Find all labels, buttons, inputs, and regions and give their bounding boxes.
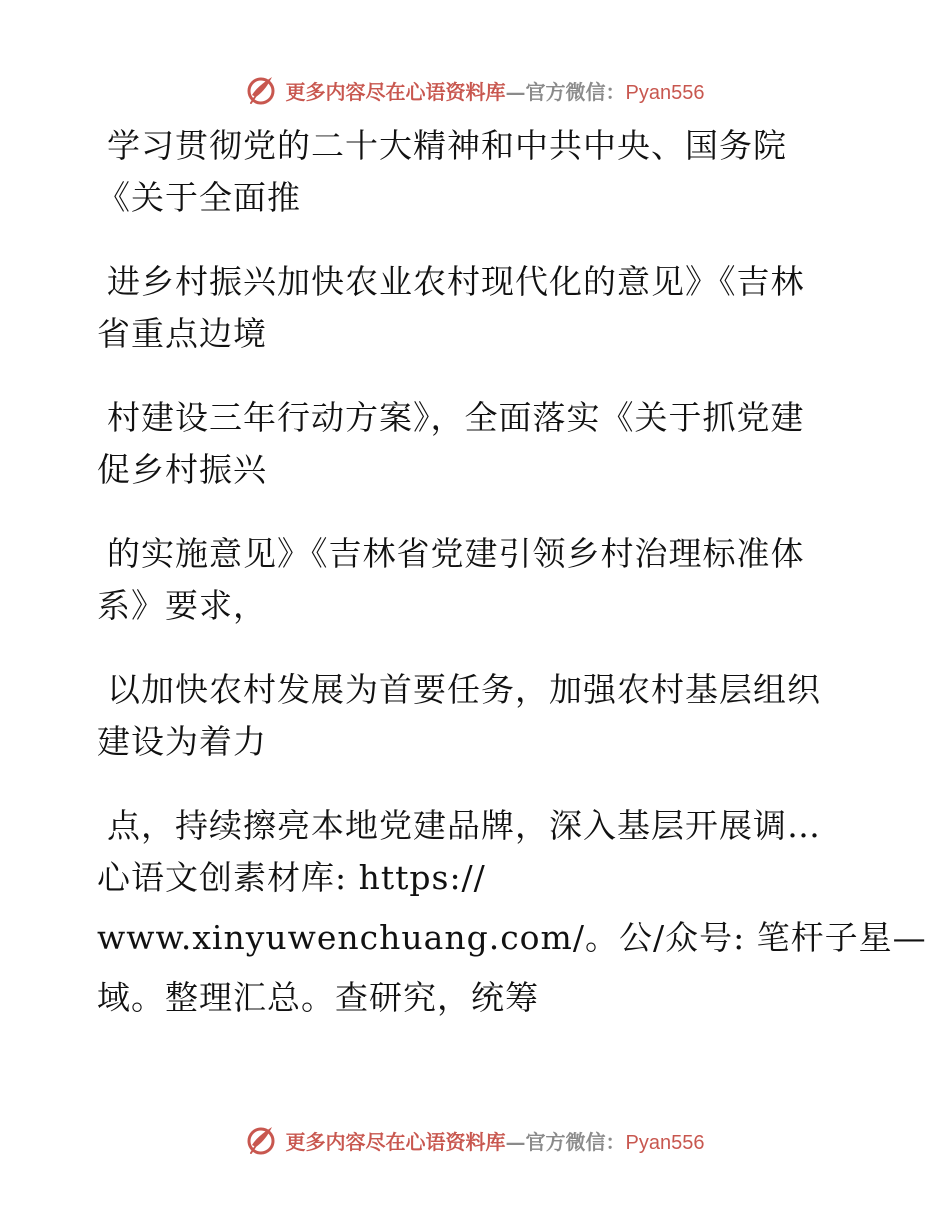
header-banner-text <box>286 76 705 105</box>
footer-banner <box>0 1120 950 1160</box>
quill-pen-logo-icon <box>246 73 280 107</box>
paragraph-5-line-1: 以加快农村发展为首要任务，加强农村基层组织 <box>107 670 821 709</box>
paragraph-6-line-3: www.xinyuwenchuang.com/。公/众号: 笔杆子星— <box>97 918 927 957</box>
footer-banner-main: 更多内容尽在心语资料库 <box>285 1129 506 1154</box>
paragraph-2-line-1: 进乡村振兴加快农业农村现代化的意见》《吉林 <box>107 262 805 301</box>
paragraph-1-line-1: 学习贯彻党的二十大精神和中共中央、国务院 <box>107 126 787 165</box>
paragraph-1-line-2: 《关于全面推 <box>97 178 301 217</box>
paragraph-2-line-2: 省重点边境 <box>97 314 267 353</box>
paragraph-5-line-2: 建设为着力 <box>97 722 267 761</box>
paragraph-6-line-1: 点，持续擦亮本地党建品牌，深入基层开展调… <box>107 806 821 845</box>
header-wechat-id: Pyan556 <box>625 81 705 104</box>
paragraph-3-line-1: 村建设三年行动方案》，全面落实《关于抓党建 <box>107 398 805 437</box>
paragraph-6-line-4: 域。整理汇总。查研究，统筹 <box>97 978 539 1017</box>
header-banner <box>0 70 950 110</box>
quill-pen-logo-icon <box>246 1123 280 1157</box>
paragraph-6-line-2: 心语文创素材库: https:// <box>97 858 486 897</box>
header-banner-main: 更多内容尽在心语资料库 <box>285 79 506 104</box>
footer-banner-secondary: —官方微信： <box>505 1129 626 1154</box>
paragraph-4-line-1: 的实施意见》《吉林省党建引领乡村治理标准体 <box>107 534 805 573</box>
document-body <box>97 120 927 1024</box>
paragraph-4-line-2: 系》要求， <box>97 586 267 625</box>
footer-banner-text <box>286 1126 705 1155</box>
header-banner-secondary: —官方微信： <box>505 79 626 104</box>
paragraph-3-line-2: 促乡村振兴 <box>97 450 267 489</box>
footer-wechat-id: Pyan556 <box>625 1131 705 1154</box>
